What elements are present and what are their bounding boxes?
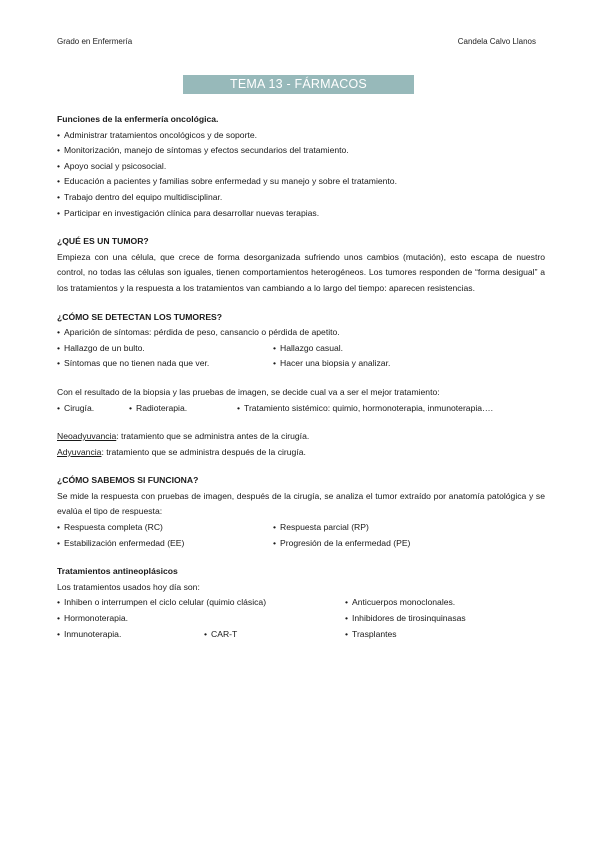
- tratamientos-row: [57, 611, 545, 627]
- adyuvancia-def: : tratamiento que se administra después de la cirugía.: [101, 446, 306, 457]
- list-item: • Inhibidores de tirosinquinasas: [345, 611, 466, 627]
- tumor-heading: ¿QUÉ ES UN TUMOR?: [57, 236, 149, 247]
- list-item: • Síntomas que no tienen nada que ver.: [57, 356, 273, 372]
- list-item: • Inmunoterapia.: [57, 627, 204, 643]
- adyuvancia-term: Adyuvancia: [57, 446, 102, 457]
- list-item: • Radioterapia.: [129, 401, 237, 417]
- list-item: • Respuesta completa (RC): [57, 520, 273, 536]
- tratamientos-row: [57, 595, 545, 611]
- list-item: • Respuesta parcial (RP): [273, 520, 369, 536]
- document-body: [57, 112, 545, 642]
- list-item: • Hallazgo de un bulto.: [57, 341, 273, 357]
- list-item: • Participar en investigación clínica para desarrollar nuevas terapias.: [57, 206, 545, 222]
- list-item: • Apoyo social y psicosocial.: [57, 159, 545, 175]
- funciones-heading: Funciones de la enfermería oncológica.: [57, 114, 219, 124]
- list-item: • Inhiben o interrumpen el ciclo celular (quimio clásica): [57, 595, 345, 611]
- respuesta-row: [57, 520, 545, 536]
- biopsia-options: [57, 401, 545, 417]
- tratamientos-row: [57, 627, 545, 643]
- deteccion-row: [57, 356, 545, 372]
- list-item: • Monitorización, manejo de síntomas y efectos secundarios del tratamiento.: [57, 143, 545, 159]
- list-item: • Administrar tratamientos oncológicos y de soporte.: [57, 128, 545, 144]
- list-item: • Hormonoterapia.: [57, 611, 345, 627]
- tratamientos-intro: Los tratamientos usados hoy día son:: [57, 581, 200, 592]
- list-item: • CAR-T: [204, 627, 345, 643]
- neoadyuvancia-line: [57, 429, 545, 445]
- list-item: • Progresión de la enfermedad (PE): [273, 536, 410, 552]
- deteccion-heading: ¿CÓMO SE DETECTAN LOS TUMORES?: [57, 311, 223, 322]
- list-item: • Cirugía.: [57, 401, 129, 417]
- tratamientos-heading: Tratamientos antineoplásicos: [57, 566, 178, 577]
- biopsia-paragraph: Con el resultado de la biopsia y las pruebas de imagen, se decide cual va a ser el mejor tratamiento:: [57, 386, 440, 397]
- list-item: • Tratamiento sistémico: quimio, hormonoterapia, inmunoterapia….: [237, 401, 493, 417]
- respuesta-row: [57, 536, 545, 552]
- list-item: • Hallazgo casual.: [273, 341, 343, 357]
- list-item: • Estabilización enfermedad (EE): [57, 536, 273, 552]
- neoadyuvancia-term: Neoadyuvancia: [57, 431, 117, 442]
- adyuvancia-line: [57, 445, 545, 461]
- neoadyuvancia-def: : tratamiento que se administra antes de la cirugía.: [116, 431, 310, 442]
- page-title: TEMA 13 - FÁRMACOS ANTINEOPLÁSICOS: [183, 75, 414, 94]
- list-item: • Educación a pacientes y familias sobre enfermedad y su manejo y sobre el tratamiento.: [57, 174, 545, 190]
- tumor-paragraph: Empieza con una célula, que crece de forma desorganizada sufriendo unos cambios (mutación), esto escapa de nuestro control, no todas las células son iguales, tienen comportamientos heterogéneos. Los tumores responden de “forma desigual” a los tratamientos y la respuesta a los tratamientos van cambiando a lo largo del tiempo: aparecen resistencias.: [57, 251, 545, 293]
- list-item: • Anticuerpos monoclonales.: [345, 595, 455, 611]
- header-course: Grado en Enfermería: [57, 37, 133, 46]
- funciona-paragraph: Se mide la respuesta con pruebas de imagen, después de la cirugía, se analiza el tumor extraído por anatomía patológica y se evalúa el tipo de respuesta:: [57, 490, 545, 517]
- list-item: • Trasplantes: [345, 627, 397, 643]
- list-item: • Trabajo dentro del equipo multidisciplinar.: [57, 190, 545, 206]
- header-author: Candela Calvo Llanos: [457, 37, 536, 46]
- list-item: • Aparición de síntomas: pérdida de peso, cansancio o pérdida de apetito.: [57, 325, 545, 341]
- list-item: • Hacer una biopsia y analizar.: [273, 356, 390, 372]
- deteccion-row: [57, 341, 545, 357]
- funciona-heading: ¿CÓMO SABEMOS SI FUNCIONA?: [57, 475, 199, 486]
